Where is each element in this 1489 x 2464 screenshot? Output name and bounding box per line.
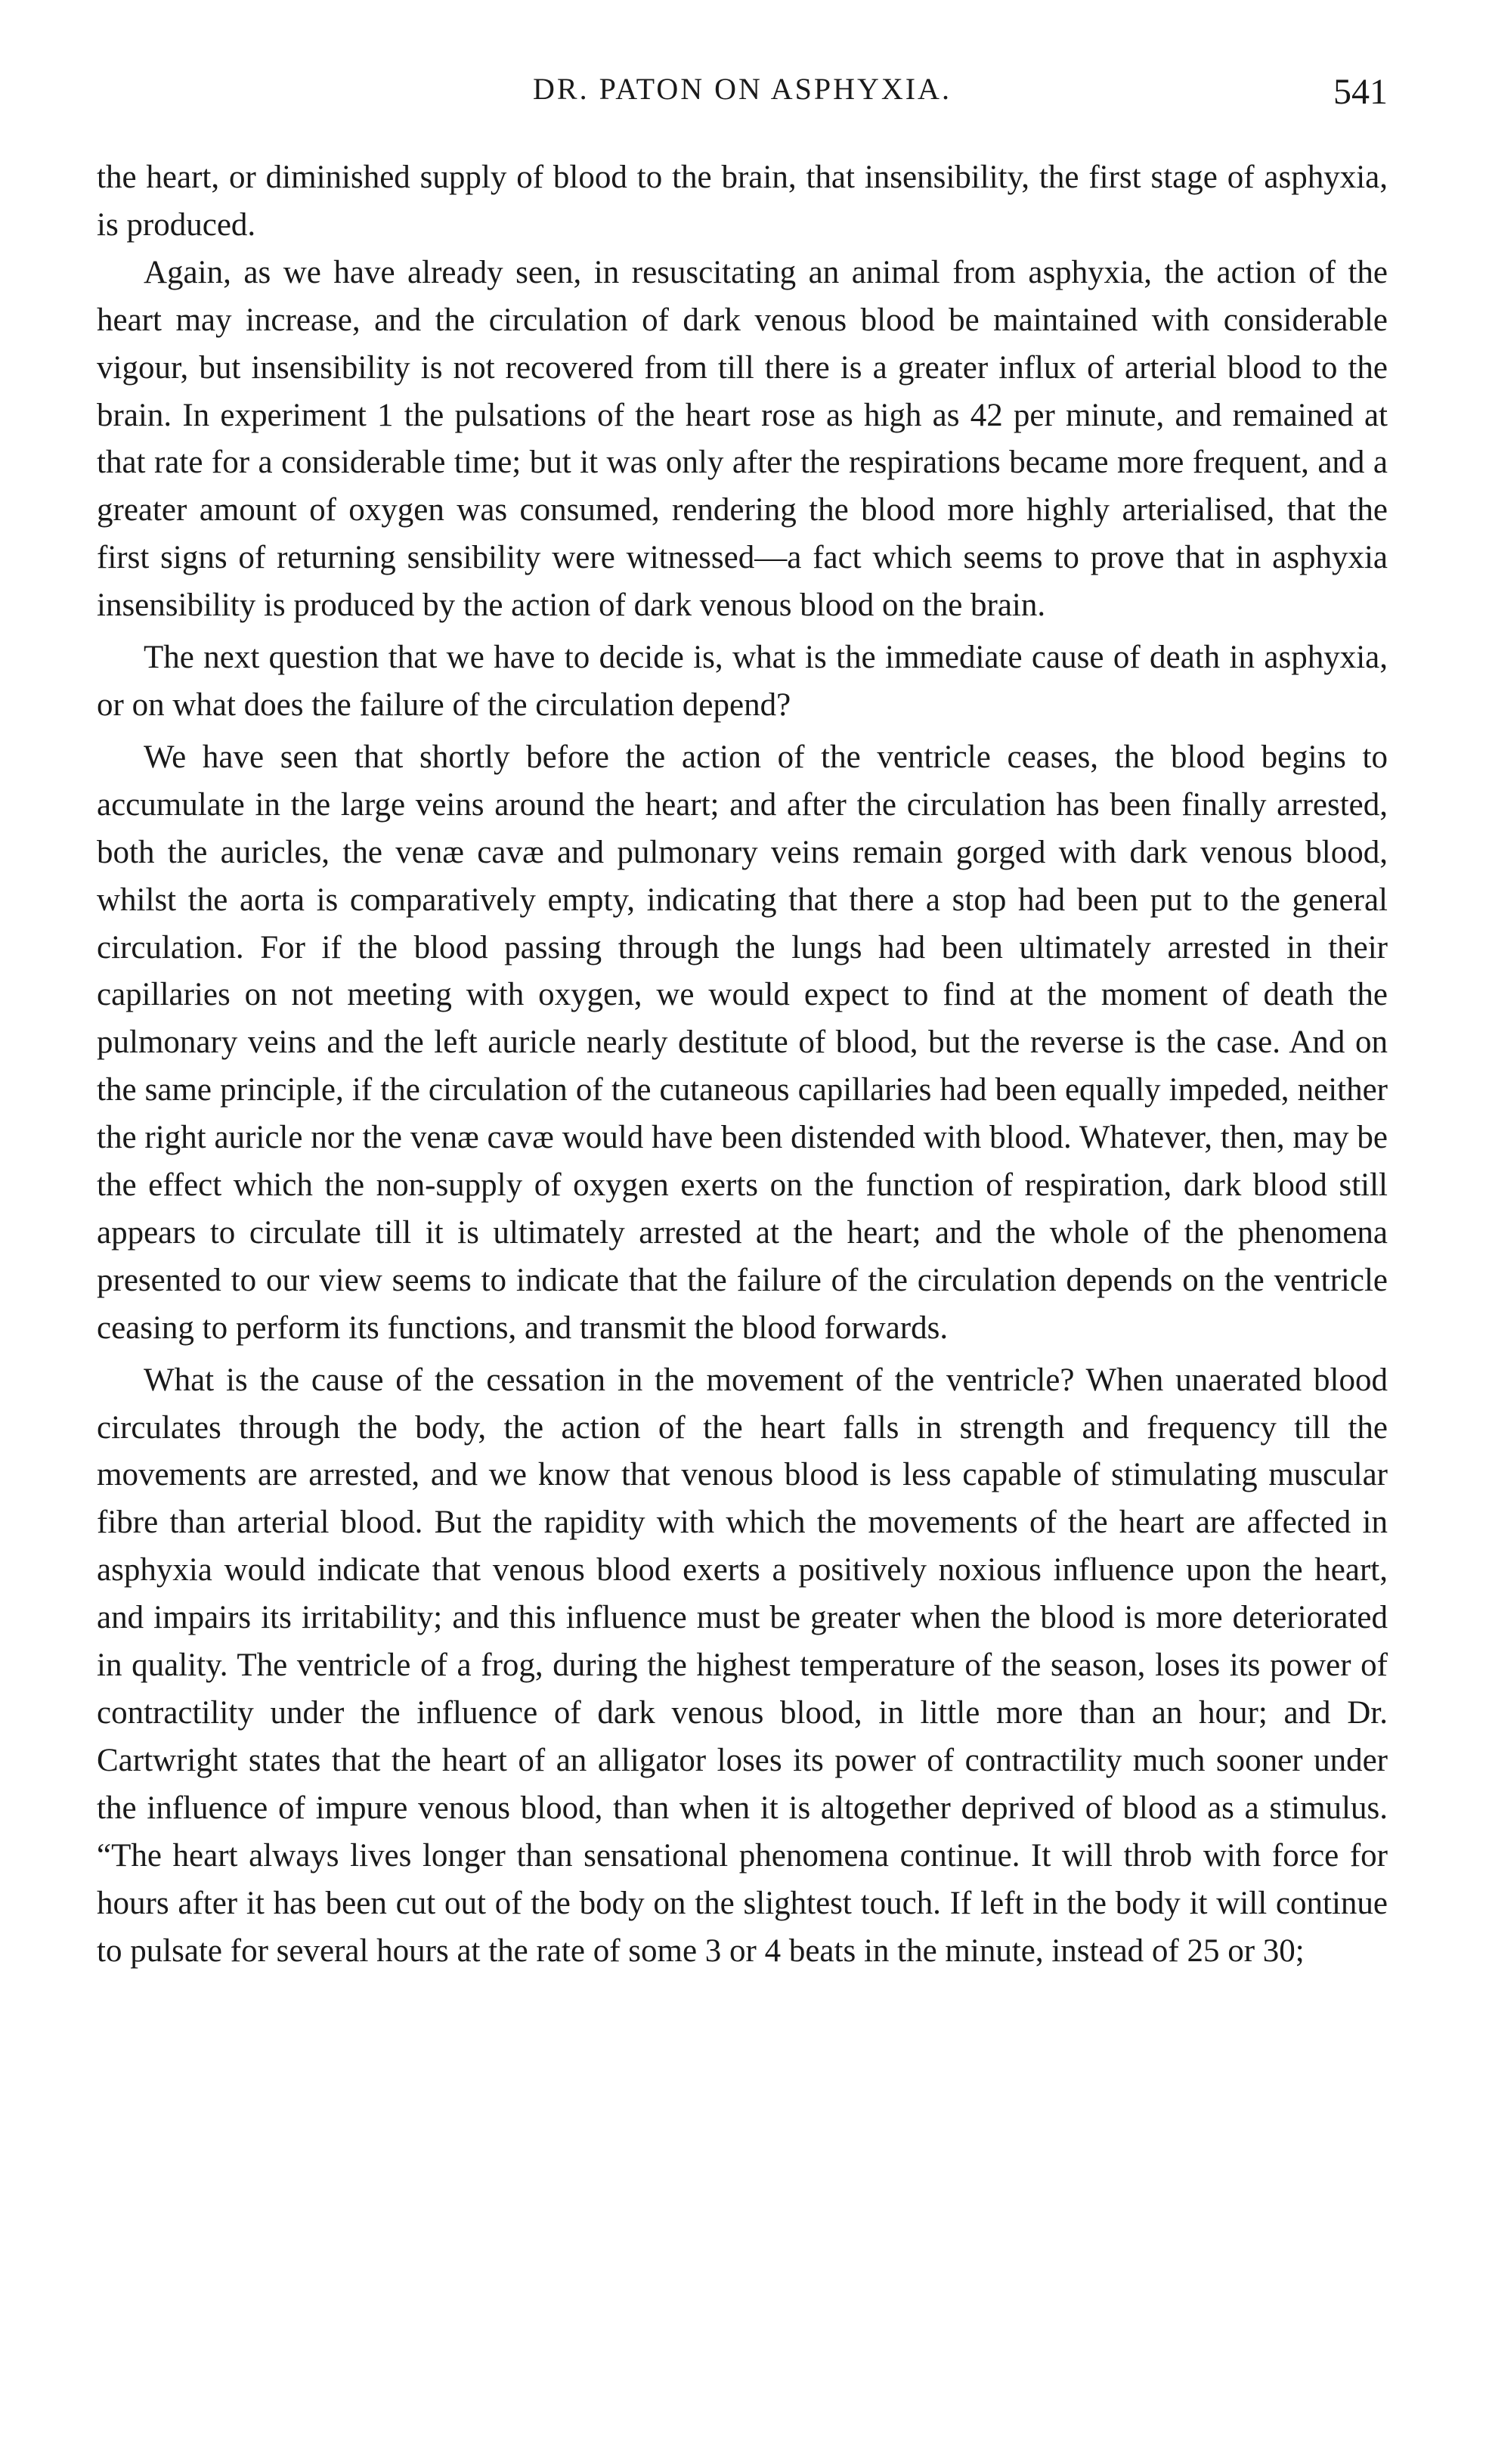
running-title: DR. PATON ON ASPHYXIA. (533, 72, 952, 106)
paragraph-4: We have seen that shortly before the action of the ventricle ceases, the blood begins to accumulate in the large veins around the heart; and after the circulation has been finally arrested, both the auricles, the venæ cavæ and pulmonary veins remain gorged with dark venous blood, whilst the aorta is comparatively empty, indicating that there a stop had been put to the general circulation. For if the blood passing through the lungs had been ultimately arrested in their capillaries on not meeting with oxygen, we would expect to find at the moment of death the pulmonary veins and the left auricle nearly destitute of blood, but the reverse is the case. And on the same principle, if the circulation of the cutaneous capillaries had been equally impeded, neither the right auricle nor the venæ cavæ would have been distended with blood. Whatever, then, may be the effect which the non-supply of oxygen exerts on the function of respiration, dark blood still appears to circulate till it is ultimately arrested at the heart; and the whole of the phenomena presented to our view seems to indicate that the failure of the circulation depends on the ventricle ceasing to perform its functions, and transmit the blood forwards. (97, 739, 1388, 1346)
page-header (97, 71, 1388, 124)
body-text (97, 154, 1388, 1975)
paragraph-2: Again, as we have already seen, in resuscitating an animal from asphyxia, the action of the heart may increase, and the circulation of dark venous blood be maintained with considerable vigour, but insensibility is not recovered from till there is a greater influx of arterial blood to the brain. In experiment 1 the pulsations of the heart rose as high as 42 per minute, and remained at that rate for a considerable time; but it was only after the respirations became more frequent, and a greater amount of oxygen was consumed, rendering the blood more highly arterialised, that the first signs of returning sensibility were witnessed—a fact which seems to prove that in asphyxia insensibility is produced by the action of dark venous blood on the brain. (97, 254, 1388, 624)
paragraph-5: What is the cause of the cessation in the movement of the ventricle? When unaerated blood circulates through the body, the action of the heart falls in strength and frequency till the movements are arrested, and we know that venous blood is less capable of stimulating muscular fibre than arterial blood. But the rapidity with which the movements of the heart are affected in asphyxia would indicate that venous blood exerts a positively noxious influence upon the heart, and impairs its irritability; and this influence must be greater when the blood is more deteriorated in quality. The ventricle of a frog, during the highest temperature of the season, loses its power of contractility under the influence of dark venous blood, in little more than an hour; and Dr. Cartwright states that the heart of an alligator loses its power of contractility much sooner under the influence of impure venous blood, than when it is altogether deprived of blood as a stimulus. “The heart always lives longer than sensational phenomena continue. It will throb with force for hours after it has been cut out of the body on the slightest touch. If left in the body it will continue to pulsate for several hours at the rate of some 3 or 4 beats in the minute, instead of 25 or 30; (97, 1362, 1388, 1969)
paragraph-3: The next question that we have to decide is, what is the immediate cause of death in asphyxia, or on what does the failure of the circulation depend? (97, 640, 1388, 723)
page-number: 541 (1333, 72, 1388, 112)
paragraph-1: the heart, or diminished supply of blood to the brain, that insensibility, the first stage of asphyxia, is produced. (97, 160, 1388, 243)
